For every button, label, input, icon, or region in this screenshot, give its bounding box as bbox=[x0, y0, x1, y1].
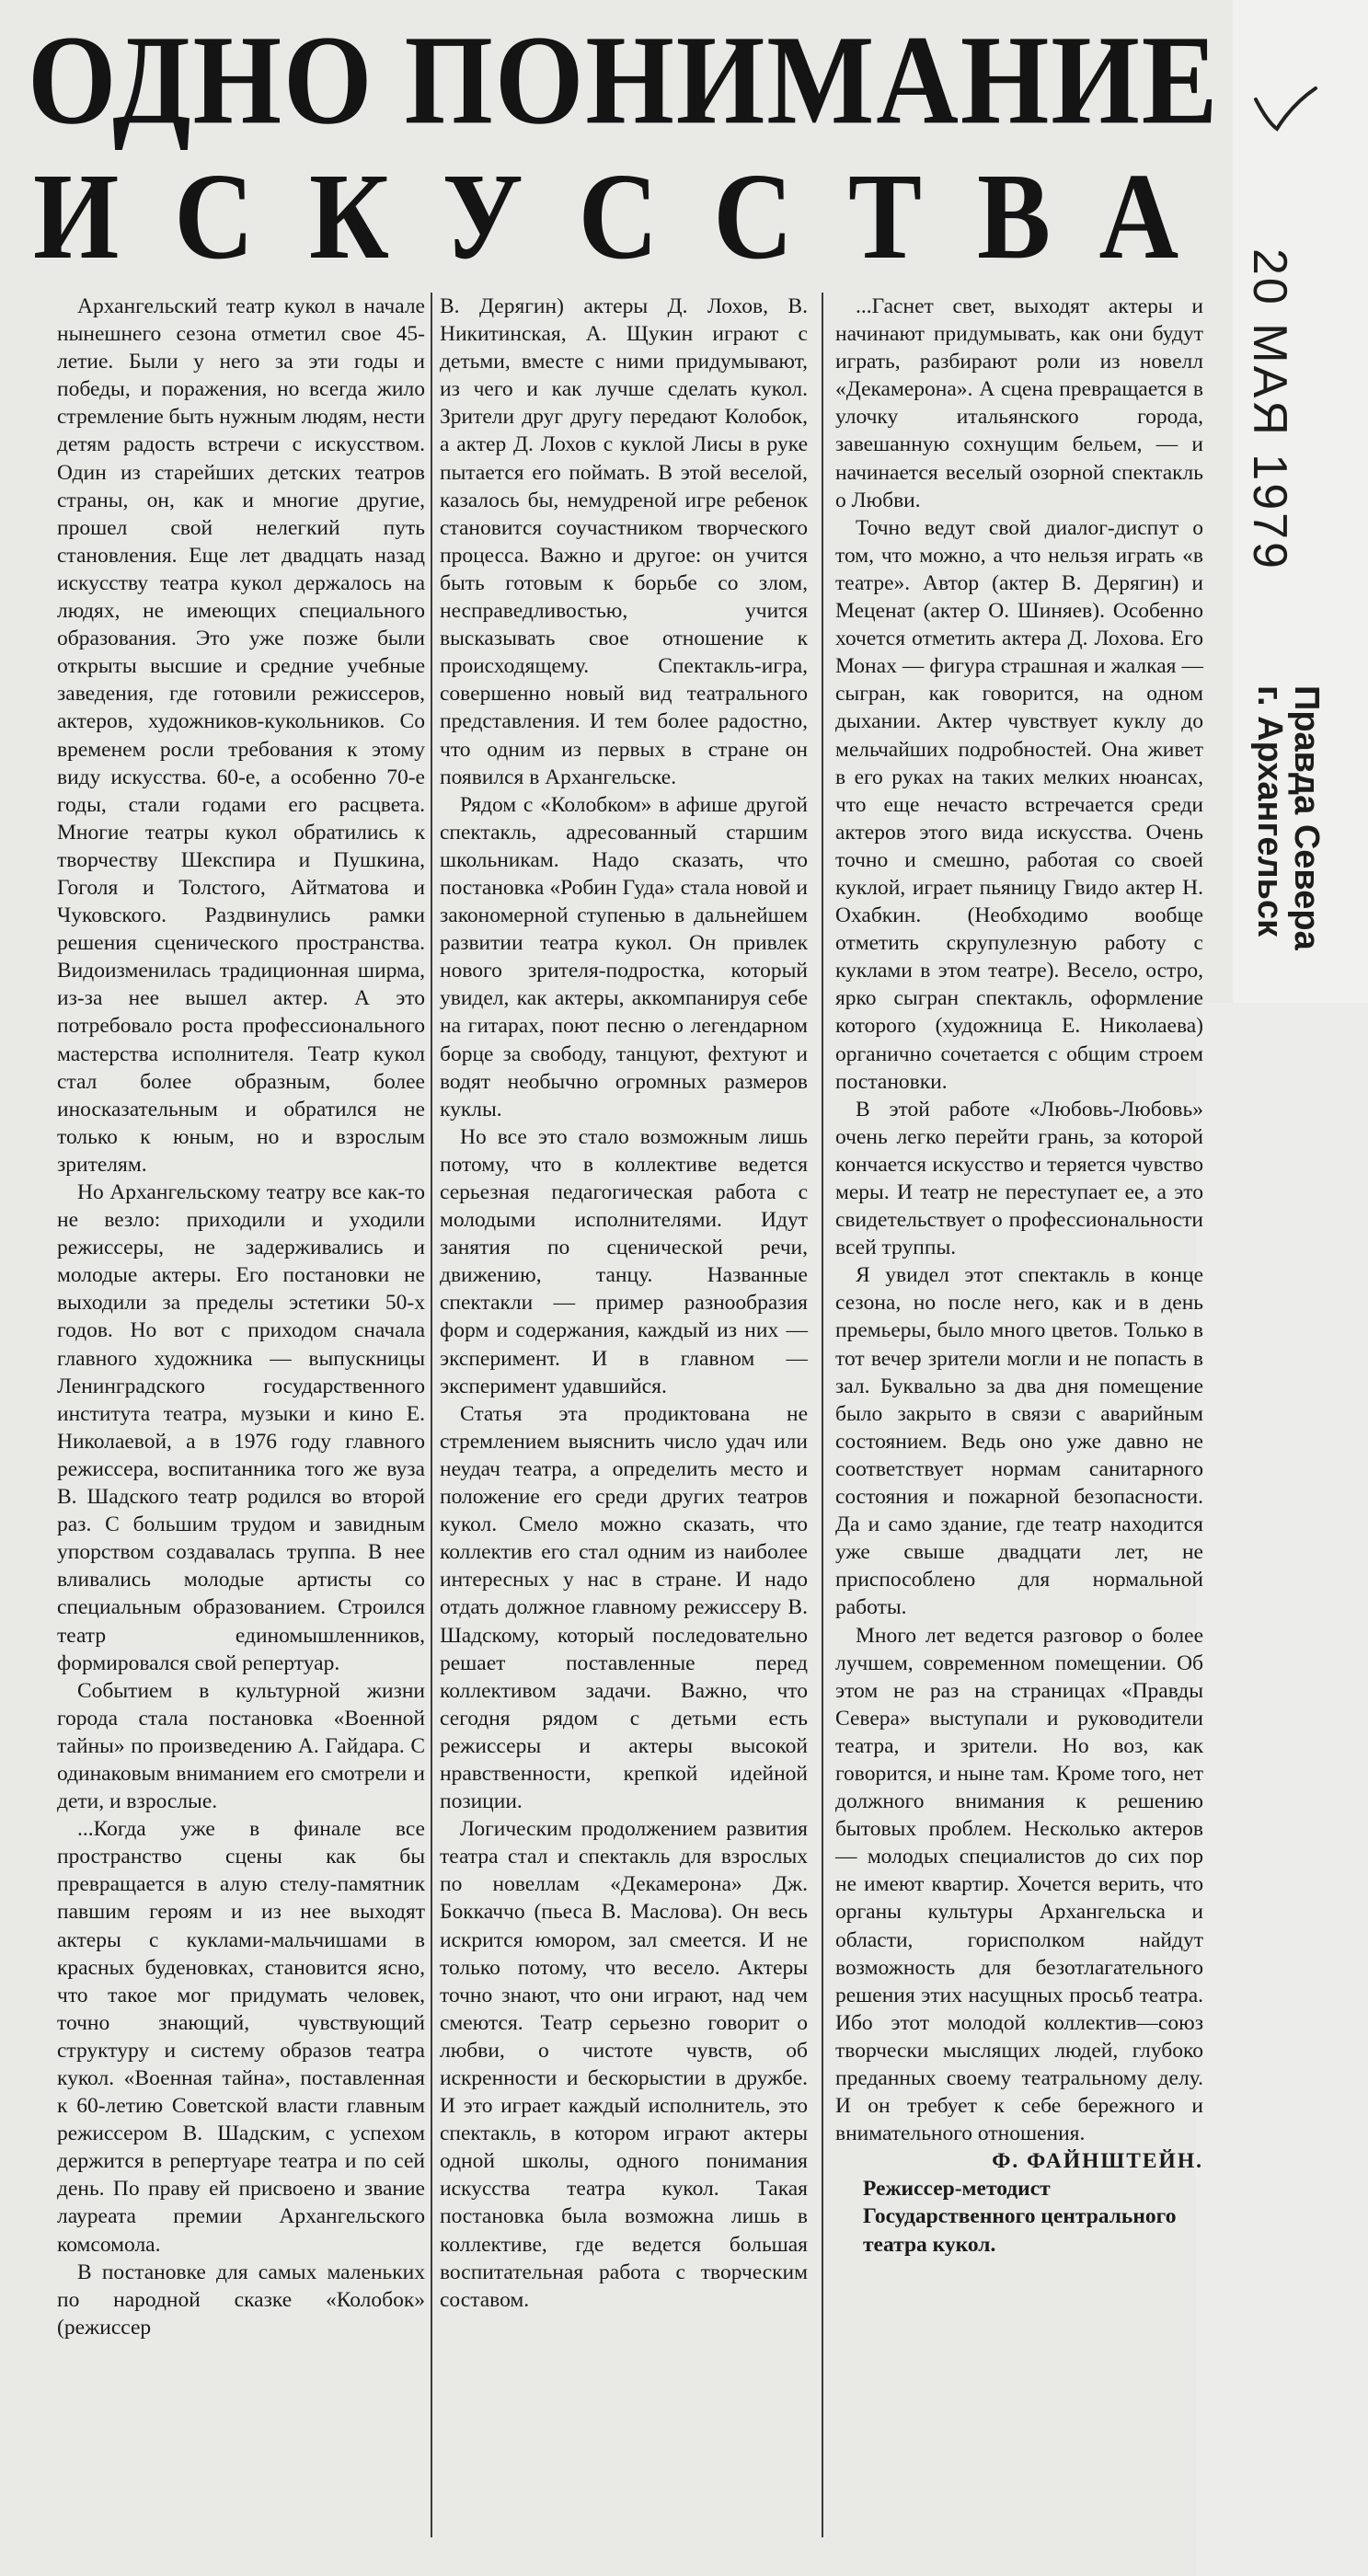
date-stamp: 20 МАЯ 1979 bbox=[1243, 248, 1296, 571]
paragraph: Много лет ведется разговор о более лучшем, современном помещении. Об этом не раз на страницах «Правды Севера» выступали и руководители театра, и зрители. Но воз, как говорится, и ныне там. Кроме того, нет должного внимания к решению бытовых проблем. Несколько актеров — молодых специалистов до сих пор не имеют квартир. Хочется верить, что органы культуры Архангельска и области, горисполком найдут возможность для безотлагательного решения этих насущных просьб театра. Ибо этот молодой коллектив—союз творчески мыслящих людей, глубоко преданных своему театральному делу. И он требует к себе бережного и внимательного отношения. bbox=[835, 1623, 1203, 2146]
article-column-3 bbox=[835, 293, 1203, 2259]
paragraph: Но Архангельскому театру все как-то не везло: приходили и уходили режиссеры, не задерживались и молодые актеры. Его постановки не выходили за пределы эстетики 50-х годов. Но вот с приходом сначала главного художника — выпускницы Ленинградского государственного института театра, музыки и кино Е. Николаевой, а в 1976 году главного режиссера, воспитанника того же вуза В. Шадского театр родился во второй раз. С большим трудом и завидным упорством создавалась труппа. В нее вливались молодые артисты со специальным образованием. Строился театр единомышленников, формировался свой репертуар. bbox=[57, 1180, 425, 1675]
paragraph: Статья эта продиктована не стремлением выяснить число удач или неудач театра, а определить место и положение его среди других театров кукол. Смело можно сказать, что коллектив его стал одним из наиболее интересных у нас в стране. И надо отдать должное главному режиссеру В. Шадскому, который последовательно решает поставленные перед коллективом задачи. Важно, что сегодня рядом с детьми есть режиссеры и актеры высокой нравственности, крепкой идейной позиции. bbox=[440, 1401, 808, 1814]
paragraph: Но все это стало возможным лишь потому, что в коллективе ведется серьезная педагогическая работа с молодыми исполнителями. Идут занятия по сценической речи, движению, танцу. Названные спектакли — пример разнообразия форм и содержания, каждый из них — эксперимент. И в главном — эксперимент удавшийся. bbox=[440, 1124, 808, 1398]
paragraph: В. Дерягин) актеры Д. Лохов, В. Никитинская, А. Щукин играют с детьми, вместе с ними придумывают, из чего и как лучше сделать кукол. Зрители друг другу передают Колобок, а актер Д. Лохов с куклой Лисы в руке пытается его поймать. В этой веселой, казалось бы, немудреной игре ребенок становится соучастником творческого процесса. Важно и другое: он учится быть готовым к борьбе со злом, несправедливостью, учится высказывать свое отношение к происходящему. Спектакль-игра, совершенно новый вид театрального представления. И тем более радостно, что одним из первых в стране он появился в Архангельске. bbox=[440, 294, 808, 789]
source-stamp-line-1: Правда Севера bbox=[1287, 685, 1326, 950]
source-stamp bbox=[1251, 685, 1325, 989]
source-stamp-line-2: г. Архангельск bbox=[1250, 685, 1289, 937]
paragraph: Точно ведут свой диалог-диспут о том, что можно, а что нельзя играть «в театре». Автор (актер В. Дерягин) и Меценат (актер О. Шиняев). Особенно хочется отметить актера Д. Лохова. Его Монах — фигура страшная и жалкая — сыгран, как говорится, на одном дыхании. Актер чувствует куклу до мельчайших подробностей. Она живет в его руках на таких мелких нюансах, что еще нечасто встречается среди актеров этого вида искусства. Очень точно и смешно, работая со своей куклой, играет пьяницу Гвидо актер Н. Охабкин. (Необходимо вообще отметить скрупулезную работу с куклами в этом театре). Весело, остро, ярко сыгран спектакль, оформление которого (художница Е. Николаева) органично сочетается с общим строем постановки. bbox=[835, 515, 1203, 1094]
article-column-2 bbox=[440, 293, 808, 2314]
author-role: Режиссер-методист Государственного центрального театра кукол. bbox=[863, 2177, 1177, 2257]
paragraph: ...Гаснет свет, выходят актеры и начинают придумывать, как они будут играть, разбирают роли из новелл «Декамерона». А сцена превращается в улочку итальянского города, завешанную сохнущим бельем, — и начинается веселый озорной спектакль о Любви. bbox=[835, 294, 1203, 512]
checkmark-icon bbox=[1251, 81, 1320, 136]
paragraph: В постановке для самых маленьких по народной сказке «Колобок» (режиссер bbox=[57, 2260, 425, 2340]
paragraph: В этой работе «Любовь-Любовь» очень легко перейти грань, за которой кончается искусство и теряется чувство меры. И театр не переступает ее, а это свидетельствует о профессиональности всей труппы. bbox=[835, 1097, 1203, 1260]
paragraph: Я увидел этот спектакль в конце сезона, но после него, как и в день премьеры, было много цветов. Только в тот вечер зрители могли и не попасть в зал. Буквально за два дня помещение было закрыто в связи с аварийным состоянием. Ведь оно уже давно не соответствует нормам санитарного состояния и пожарной безопасности. Да и само здание, где театр находится уже свыше двадцати лет, не приспособлено для нормальной работы. bbox=[835, 1263, 1203, 1620]
paragraph: Логическим продолжением развития театра стал и спектакль для взрослых по новеллам «Декамерона» Дж. Боккаччо (пьеса В. Маслова). Он весь искрится юмором, зал смеется. И не только потому, что весело. Актеры точно знают, что они играют, над чем смеются. Театр серьезно говорит о любви, о чистоте чувств, об искренности и бескорыстии в дружбе. И это играет каждый исполнитель, это спектакль, в котором играют актеры одной школы, одного понимания искусства театра кукол. Такая постановка была возможна лишь в коллективе, где ведется большая воспитательная работа с творческим составом. bbox=[440, 1817, 808, 2312]
author-name: Ф. ФАЙНШТЕЙН. bbox=[992, 2149, 1203, 2174]
headline-line-1: ОДНО ПОНИМАНИЕ bbox=[28, 9, 1220, 151]
column-divider bbox=[822, 293, 823, 2537]
paper-margin-lower bbox=[1196, 1003, 1368, 2576]
paragraph: Архангельский театр кукол в начале нынешнего сезона отметил свое 45-летие. Были у него за эти годы и победы, и поражения, но всегда жило стремление быть нужным людям, нести детям радость встречи с искусством. Один из старейших детских театров страны, он, как и многие другие, прошел свой нелегкий путь становления. Еще лет двадцать назад искусству театра кукол держалось на людях, не имеющих специального образования. Это уже позже были открыты высшие и средние учебные заведения, где готовили режиссеров, актеров, художников-кукольников. Со временем росли требования к этому виду искусства. 60-е, а особенно 70-е годы, стали годами его расцвета. Многие театры кукол обратились к творчеству Шекспира и Пушкина, Гоголя и Толстого, Айтматова и Чуковского. Раздвинулись рамки решения сценического пространства. Видоизменилась традиционная ширма, из-за нее вышел актер. А это потребовало роста профессионального мастерства исполнителя. Театр кукол стал более образным, более иносказательным и обратился не только к юным, но и взрослым зрителям. bbox=[57, 294, 425, 1177]
paragraph: Рядом с «Колобком» в афише другой спектакль, адресованный старшим школьникам. Надо сказать, что постановка «Робин Гуда» стала новой и закономерной ступенью в дальнейшем развитии театра кукол. Он привлек нового зрителя-подростка, который увидел, как актеры, аккомпанируя себе на гитарах, поют песню о легендарном борце за свободу, танцуют, фехтуют и водят необычно огромных размеров куклы. bbox=[440, 792, 808, 1121]
column-divider bbox=[431, 293, 432, 2537]
article-column-1 bbox=[57, 293, 425, 2341]
headline-line-2: ИСКУССТВА bbox=[33, 147, 1235, 285]
paragraph: Событием в культурной жизни города стала постановка «Военной тайны» по произведению А. Гайдара. С одинаковым вниманием его смотрели и дети, и взрослые. bbox=[57, 1678, 425, 1814]
paragraph: ...Когда уже в финале все пространство сцены как бы превращается в алую стелу-памятник павшим героям и из нее выходят актеры с куклами-мальчишами в красных буденовках, становится ясно, что такое мог придумать человек, точно знающий, чувствующий структуру и систему образов театра кукол. «Военная тайна», поставленная к 60-летию Советской власти главным режиссером В. Шадским, с успехом держится в репертуаре театра и по сей день. По праву ей присвоено и звание лауреата премии Архангельского комсомола. bbox=[57, 1817, 425, 2257]
